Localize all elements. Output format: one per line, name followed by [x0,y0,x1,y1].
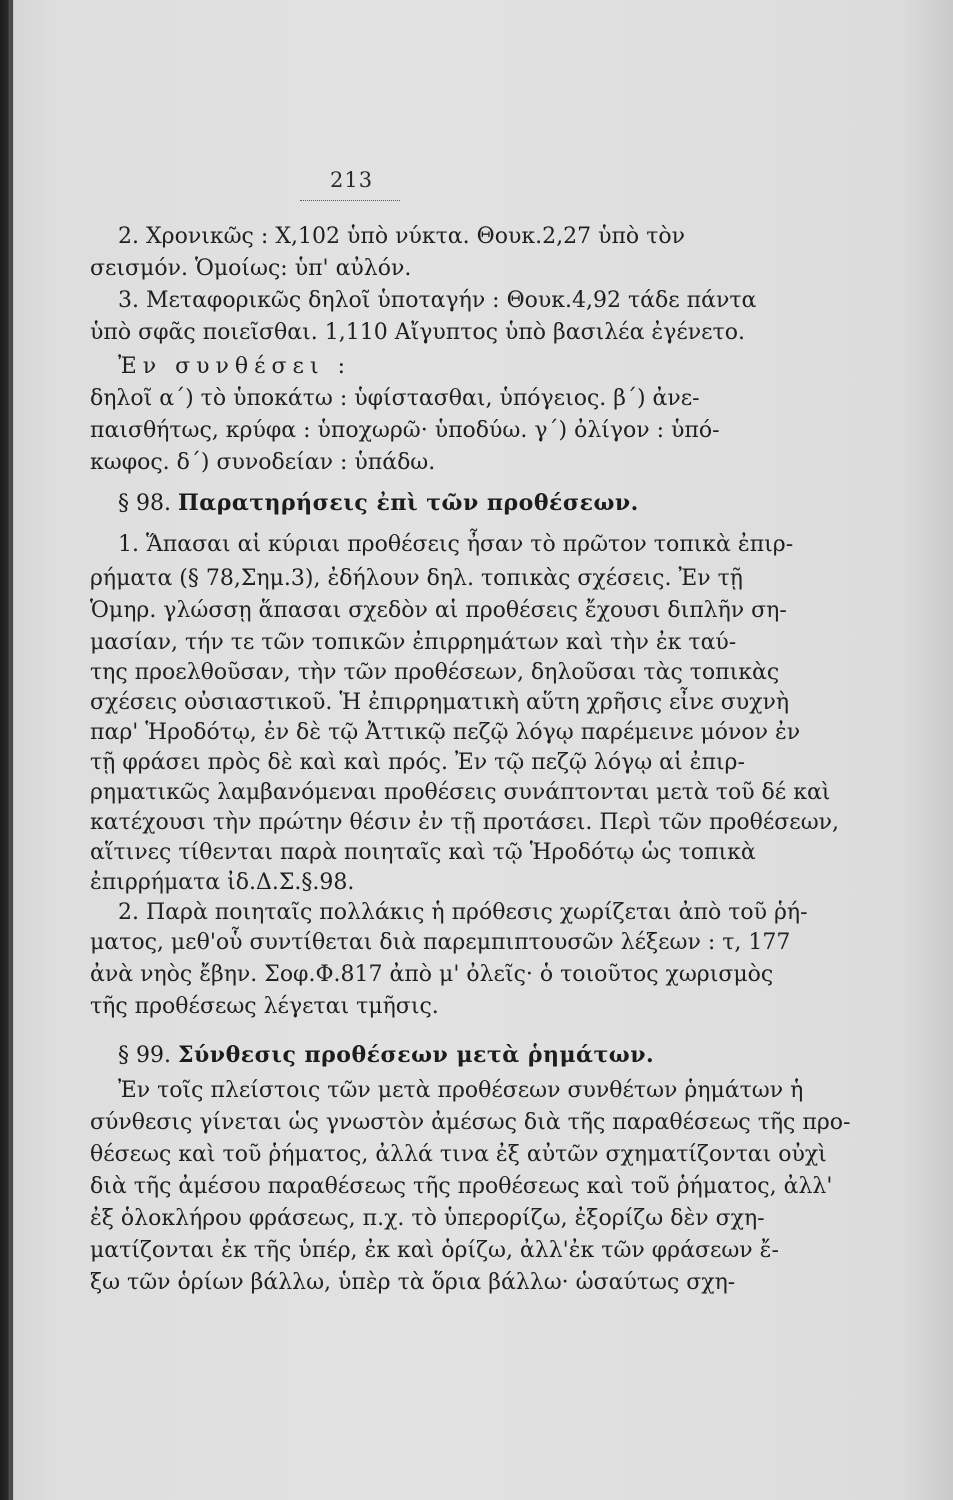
section-99-heading [118,1040,654,1071]
text-line: ἐξ ὁλοκλήρου φράσεως, π.χ. τὸ ὑπερορίζω, ἐξορίζω δὲν σχη- [90,1206,765,1231]
text-line: Ὁμηρ. γλώσσῃ ἅπασαι σχεδὸν αἱ προθέσεις ἔχουσι διπλῆν ση- [90,598,787,623]
text-line: της προελθοῦσαν, τὴν τῶν προθέσεων, δηλοῦσαι τὰς τοπικὰς [90,660,780,685]
page-number: 213 [330,168,374,192]
text-line: κωφος. δ΄) συνοδείαν : ὑπάδω. [90,450,436,475]
text-line: σεισμόν. Ὁμοίως: ὑπ' αὐλόν. [90,256,412,281]
text-line: παρ' Ἡροδότῳ, ἐν δὲ τῷ Ἀττικῷ πεζῷ λόγῳ παρέμεινε μόνον ἐν [90,720,801,745]
text-line: ἀνὰ νηὸς ἔβην. Σοφ.Φ.817 ἀπὸ μ' ὀλεῖς· ὁ τοιοῦτος χωρισμὸς [90,962,774,987]
subheading-en-synthesei: Ἐν συνθέσει : [118,354,351,379]
text-line: ἐπιρρήματα ἰδ.Δ.Σ.§.98. [90,870,355,895]
text-line: μασίαν, τήν τε τῶν τοπικῶν ἐπιρρημάτων καὶ τὴν ἐκ ταύ- [90,630,737,655]
text-line: Ἐν τοῖς πλείστοις τῶν μετὰ προθέσεων συνθέτων ῥημάτων ἡ [118,1078,804,1103]
text-line: ξω τῶν ὁρίων βάλλω, ὑπὲρ τὰ ὅρια βάλλω· ὡσαύτως σχη- [90,1270,736,1295]
binding-gutter [10,0,13,1500]
text-line: ματίζονται ἐκ τῆς ὑπέρ, ἐκ καὶ ὁρίζω, ἀλλ'ἐκ τῶν φράσεων ἔ- [90,1238,779,1263]
text-line: παισθήτως, κρύφα : ὑποχωρῶ· ὑποδύω. γ΄) ὀλίγον : ὑπό- [90,418,720,443]
text-line: ὑπὸ σφᾶς ποιεῖσθαι. 1,110 Αἴγυπτος ὑπὸ βασιλέα ἐγένετο. [90,320,745,345]
text-line: διὰ τῆς ἀμέσου παραθέσεως τῆς προθέσεως καὶ τοῦ ῥήματος, ἀλλ' [90,1174,833,1199]
section-99-title: Σύνθεσις προθέσεων μετὰ ῥημάτων. [177,1042,655,1068]
text-line: ρήματα (§ 78,Σημ.3), ἐδήλουν δηλ. τοπικὰς σχέσεις. Ἐν τῇ [90,566,743,591]
text-line: ρηματικῶς λαμβανόμεναι προθέσεις συνάπτονται μετὰ τοῦ δέ καὶ [90,780,831,805]
text-line: 3. Μεταφορικῶς δηλοῖ ὑποταγήν : Θουκ.4,92 τάδε πάντα [118,288,757,313]
text-line: κατέχουσι τὴν πρώτην θέσιν ἐν τῇ προτάσει. Περὶ τῶν προθέσεων, [90,810,840,835]
section-98-heading [118,488,639,519]
text-line: τῇ φράσει πρὸς δὲ καὶ καὶ πρός. Ἐν τῷ πεζῷ λόγῳ αἱ ἐπιρ- [90,750,745,775]
text-line: 2. Χρονικῶς : Χ,102 ὑπὸ νύκτα. Θουκ.2,27 ὑπὸ τὸν [118,224,685,249]
text-line: τῆς προθέσεως λέγεται τμῆσις. [90,994,439,1019]
page-number-rule [300,200,400,201]
text-line: σχέσεις οὐσιαστικοῦ. Ἡ ἐπιρρηματικὴ αὕτη χρῆσις εἶνε συχνὴ [90,690,790,715]
text-line: δηλοῖ α΄) τὸ ὑποκάτω : ὑφίστασθαι, ὑπόγειος. β΄) ἀνε- [90,386,700,411]
text-line: αἵτινες τίθενται παρὰ ποιηταῖς καὶ τῷ Ἡροδότῳ ὡς τοπικὰ [90,840,756,865]
section-98-title: Παρατηρήσεις ἐπὶ τῶν προθέσεων. [177,490,639,516]
text-line: 2. Παρὰ ποιηταῖς πολλάκις ἡ πρόθεσις χωρίζεται ἀπὸ τοῦ ῥή- [118,900,808,925]
text-line: θέσεως καὶ τοῦ ῥήματος, ἀλλά τινα ἐξ αὐτῶν σχηματίζονται οὐχὶ [90,1142,827,1167]
text-line: 1. Ἅπασαι αἱ κύριαι προθέσεις ἦσαν τὸ πρῶτον τοπικὰ ἐπιρ- [118,532,794,557]
section-98-number: § 98. [118,491,171,516]
text-line: ματος, μεθ'οὗ συντίθεται διὰ παρεμπιπτουσῶν λέξεων : τ, 177 [90,930,791,955]
text-line: σύνθεσις γίνεται ὡς γνωστὸν ἀμέσως διὰ τῆς παραθέσεως τῆς προ- [90,1110,851,1135]
section-99-number: § 99. [118,1043,171,1068]
